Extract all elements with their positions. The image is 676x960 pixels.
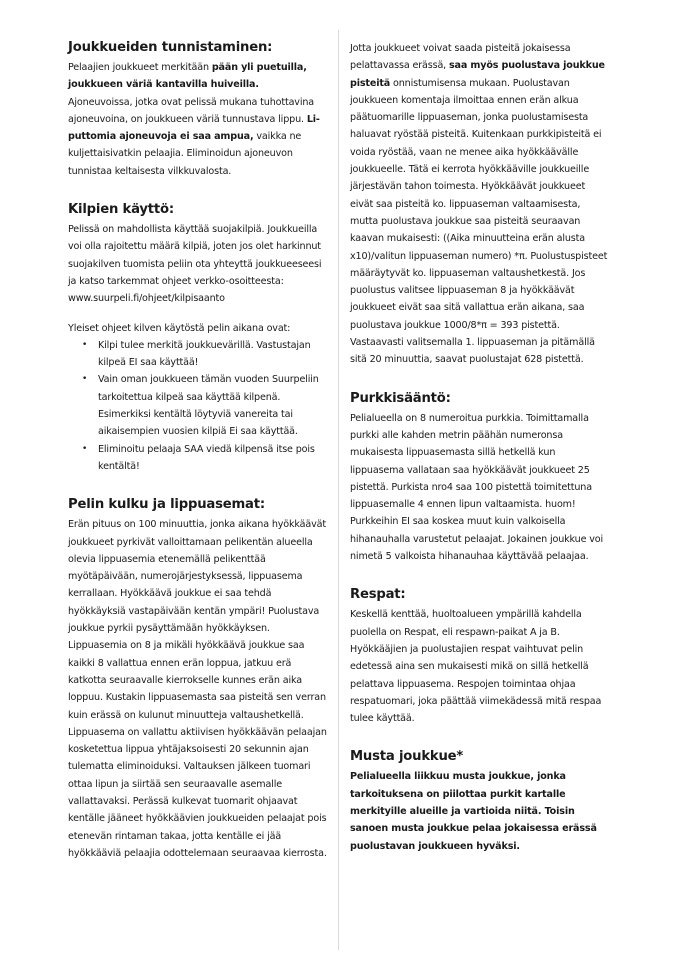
- heading-can-rule: Purkkisääntö:: [350, 390, 451, 406]
- section-defense-points: [350, 40, 610, 369]
- section-game-flow: [68, 497, 330, 862]
- paragraph-vehicles: Ajoneuvoissa, jotka ovat pelissä mukana tuhottavina ajoneuvoina, on joukkueen väriä tunnustava lippu. Li-puttomia ajoneuvoja ei saa ampua, vaikka ne kuljettaisivatkin pelaajia. Eliminoidun ajoneuvon tunnistaa keltaisesta vilkkuvalosta.: [68, 96, 320, 177]
- section-team-identification: [68, 40, 330, 180]
- section-respawns: [350, 587, 610, 727]
- heading-respawns: Respat:: [350, 587, 406, 603]
- list-item: • Kilpi tulee merkitä joukkuevärillä. Vastustajan kilpeä EI saa käyttää!: [98, 337, 330, 372]
- paragraph-black-team: Pelialueella liikkuu musta joukkue, jonka tarkoituksena on piilottaa purkit kartalle merkityille alueille ja vartioida niitä. Toisin sanoen musta joukkue pelaa jokaisessa erässä puolustavan joukkueen hyväksi.: [350, 771, 597, 852]
- paragraph-respawns: Keskellä kenttää, huoltoalueen ympärillä kahdella puolella on Respat, eli respawn-paikat A ja B. Hyökkääjien ja puolustajien respat vaihtuvat pelin edetessä aina sen mukaisesti mikä on sillä hetkellä pelattava lippuasema. Respojen toimintaa ohjaa respatuomari, joka päättää viimekädessä mitä respaa tulee käyttää.: [350, 609, 602, 725]
- column-divider: [338, 30, 339, 950]
- paragraph-defense-points: Jotta joukkueet voivat saada pisteitä jokaisessa pelattavassa erässä, saa myös puolustava joukkue pisteitä onnistumisensa mukaan. Puolustavan joukkueen komentaja ilmoittaa ennen erän alkua päätuomarille lippuaseman, jonka puolustamisesta haluavat ryöstää pisteitä. Kuitenkaan purkkipisteitä ei voida ryöstää, vaan ne menee aika hyökkäävälle joukkueelle. Tätä ei kerrota hyökkääville joukkueille järjestävän tahon toimesta. Hyökkäävät joukkueet eivät saa pisteitä ko. lippuaseman valtaamisesta, mutta puolustava joukkue saa pisteitä seuraavan kaavan mukaisesti: ((Aika minuutteina erän alusta x10)/valitun lippuaseman numero) *π. Puolustuspisteet määräytyvät ko. lippuaseman valtaushetkestä. Jos puolustus valitsee lippuaseman 8 ja hyökkäävät joukkueet eivät saa sitä vallattua erän aikana, saa puolustava joukkue 1000/8*π = 393 pistettä. Vastaavasti valitsemalla 1. lippuaseman ja pitämällä sitä 20 minuuttia, saavat puolustajat 628 pistettä.: [350, 43, 608, 366]
- shields-url: www.suurpeli.fi/ohjeet/kilpisaanto: [68, 293, 225, 305]
- shield-rules-list: [68, 337, 330, 475]
- right-column: [350, 40, 610, 877]
- section-can-rule: [350, 391, 610, 566]
- section-black-team: [350, 749, 610, 854]
- heading-team-identification: Joukkueiden tunnistaminen:: [68, 40, 273, 55]
- list-item: • Vain oman joukkueen tämän vuoden Suurpeliin tarkoitettua kilpeä saa käyttää kilpenä. Esimerkiksi kentältä löytyviä vanereita tai aikaisempien vuosien kilpiä Ei saa käyttää.: [98, 371, 330, 440]
- heading-shields: Kilpien käyttö:: [68, 202, 174, 218]
- list-item: • Eliminoitu pelaaja SAA viedä kilpensä itse pois kentältä!: [98, 441, 330, 476]
- paragraph-shield-rules-intro: Yleiset ohjeet kilven käytöstä pelin aikana ovat:: [68, 322, 291, 334]
- left-column: [68, 40, 330, 884]
- heading-game-flow: Pelin kulku ja lippuasemat:: [68, 497, 265, 513]
- heading-black-team: Musta joukkue*: [350, 749, 464, 765]
- paragraph-game-flow: Erän pituus on 100 minuuttia, jonka aikana hyökkäävät joukkueet pyrkivät valloittamaan pelikentän alueella olevia lippuasemia etenemällä pelikenttää myötäpäivään, numerojärjestyksessä, lippuasema kerrallaan. Hyökkäävä joukkue ei saa tehdä hyökkäyksiä vastapäivään kentän ympäri! Puolustava joukkue pyrkii pysäyttämään hyökkäyksen. Lippuasemia on 8 ja mikäli hyökkäävä joukkue saa kaikki 8 vallattua ennen erän loppua, jatkuu erä katkotta seuraavalle kierrokselle kunnes erän aika loppuu. Kustakin lippuasemasta saa pisteitä sen verran kuin erässä on kulunut minuutteja valtaushetkellä. Lippuasema on vallattu aktiivisen hyökkäävän pelaajan kosketettua lippua yhtäjaksoisesti 20 sekunnin ajan tulematta eliminoiduksi. Valtauksen jälkeen tuomari ottaa lipun ja siirtää sen seuraavalle asemalle vallattavaksi. Perässä kulkevat tuomarit ohjaavat kentälle jääneet hyökkäävien joukkueiden pelaajat pois etenevän rintaman takaa, jotta kentälle ei jää hyökkääviä pelaajia odottelemaan seuraavaa kierrosta.: [68, 519, 327, 859]
- section-shields: [68, 202, 330, 475]
- paragraph-can-rule: Pelialueella on 8 numeroitua purkkia. Toimittamalla purkki alle kahden metrin päähän numeronsa mukaisesta lippuasemasta sillä hetkellä kun lippuasema vallataan saa hyökkäävät joukkueet 25 pistettä. Purkista nro4 saa 100 pistettä toimitettuna lippuasemalle 4 ennen lipun valtaamista. huom! Purkkeihin EI saa koskea muut kuin valkoisella hihanauhalla varustetut pelaajat. Jokainen joukkue voi nimetä 5 valkoista hihanauhaa käyttävää pelaajaa.: [350, 412, 604, 563]
- paragraph-shields-intro: Pelissä on mahdollista käyttää suojakilpiä. Joukkueilla voi olla rajoitettu määrä kilpiä, joten jos olet harkinnut suojakilven tuomista peliin ota yhteyttä joukkueeseesi ja katso tarkemmat ohjeet verkko-osoitteesta:: [68, 224, 322, 287]
- paragraph-team-scarves: Pelaajien joukkueet merkitään pään yli puetuilla, joukkueen väriä kantavilla huiveilla.: [68, 62, 307, 91]
